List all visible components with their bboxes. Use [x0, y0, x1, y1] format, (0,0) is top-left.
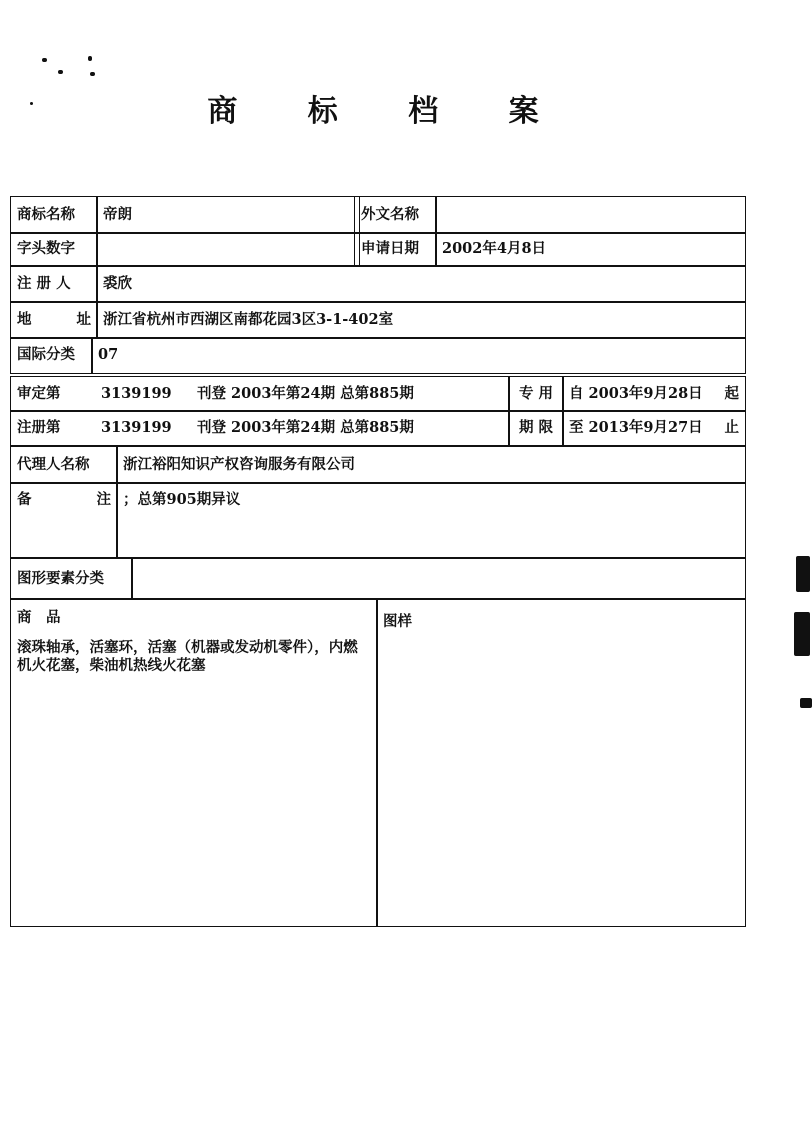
scan-speck — [90, 72, 95, 76]
agent-value: 浙江裕阳知识产权咨询服务有限公司 — [116, 446, 746, 484]
intl-class-label: 国际分类 — [10, 337, 93, 374]
address-label-left: 地 — [17, 310, 32, 328]
exclusive-label-top: 专 用 — [508, 376, 564, 412]
remarks-label-right: 注 — [96, 491, 111, 508]
registrant-label: 注 册 人 — [10, 265, 98, 303]
scan-speck — [42, 58, 47, 62]
scan-edge-mark — [794, 612, 810, 656]
examination-row — [10, 376, 510, 412]
registration-row — [10, 410, 510, 446]
remarks-label — [10, 482, 118, 558]
scan-speck — [58, 70, 63, 74]
figurative-class-label: 图形要素分类 — [10, 558, 133, 600]
registration-label: 注册第 — [17, 418, 61, 436]
application-date-value: 2002年4月8日 — [435, 232, 746, 267]
sample-section — [376, 598, 746, 927]
sample-label: 图样 — [383, 613, 412, 630]
goods-label: 商 品 — [17, 609, 61, 626]
page-title: 商 标 档 案 — [207, 94, 569, 129]
mark-name-label: 商标名称 — [10, 196, 98, 234]
remarks-value: ；总第905期异议 — [116, 482, 746, 558]
exclusive-end-suffix: 止 — [724, 418, 739, 436]
address-value: 浙江省杭州市西湖区南都花园3区3-1-402室 — [96, 301, 746, 339]
scan-edge-mark — [800, 698, 812, 708]
exclusive-label-bottom: 期 限 — [508, 410, 564, 446]
application-date-label: 申请日期 — [354, 232, 437, 267]
figurative-class-value — [131, 558, 746, 600]
exclusive-start-suffix: 起 — [724, 384, 739, 402]
examination-label: 审定第 — [17, 384, 61, 402]
agent-label: 代理人名称 — [10, 446, 118, 484]
scan-edge-mark — [796, 556, 810, 592]
remarks-label-left: 备 — [17, 491, 32, 508]
foreign-name-value — [435, 196, 746, 234]
exclusive-start — [562, 376, 746, 412]
address-label — [10, 301, 98, 339]
prefix-digits-label: 字头数字 — [10, 232, 98, 267]
prefix-digits-value — [96, 232, 360, 267]
exclusive-end — [562, 410, 746, 446]
examination-number: 3139199 — [101, 384, 172, 402]
registration-number: 3139199 — [101, 418, 172, 436]
goods-list: 滚珠轴承，活塞环，活塞（机器或发动机零件），内燃机火花塞，柴油机热线火花塞 — [17, 639, 358, 675]
goods-section — [10, 598, 378, 927]
address-label-right: 址 — [76, 310, 91, 328]
mark-name-value: 帝朗 — [96, 196, 360, 234]
exclusive-start-date: 自 2003年9月28日 — [569, 384, 703, 402]
scan-speck — [88, 56, 92, 61]
intl-class-value: 07 — [91, 337, 746, 374]
trademark-record-form — [10, 196, 746, 927]
registrant-value: 裘欣 — [96, 265, 746, 303]
examination-publication: 刊登 2003年第24期 总第885期 — [197, 384, 414, 402]
registration-publication: 刊登 2003年第24期 总第885期 — [197, 418, 414, 436]
exclusive-end-date: 至 2013年9月27日 — [569, 418, 703, 436]
foreign-name-label: 外文名称 — [354, 196, 437, 234]
